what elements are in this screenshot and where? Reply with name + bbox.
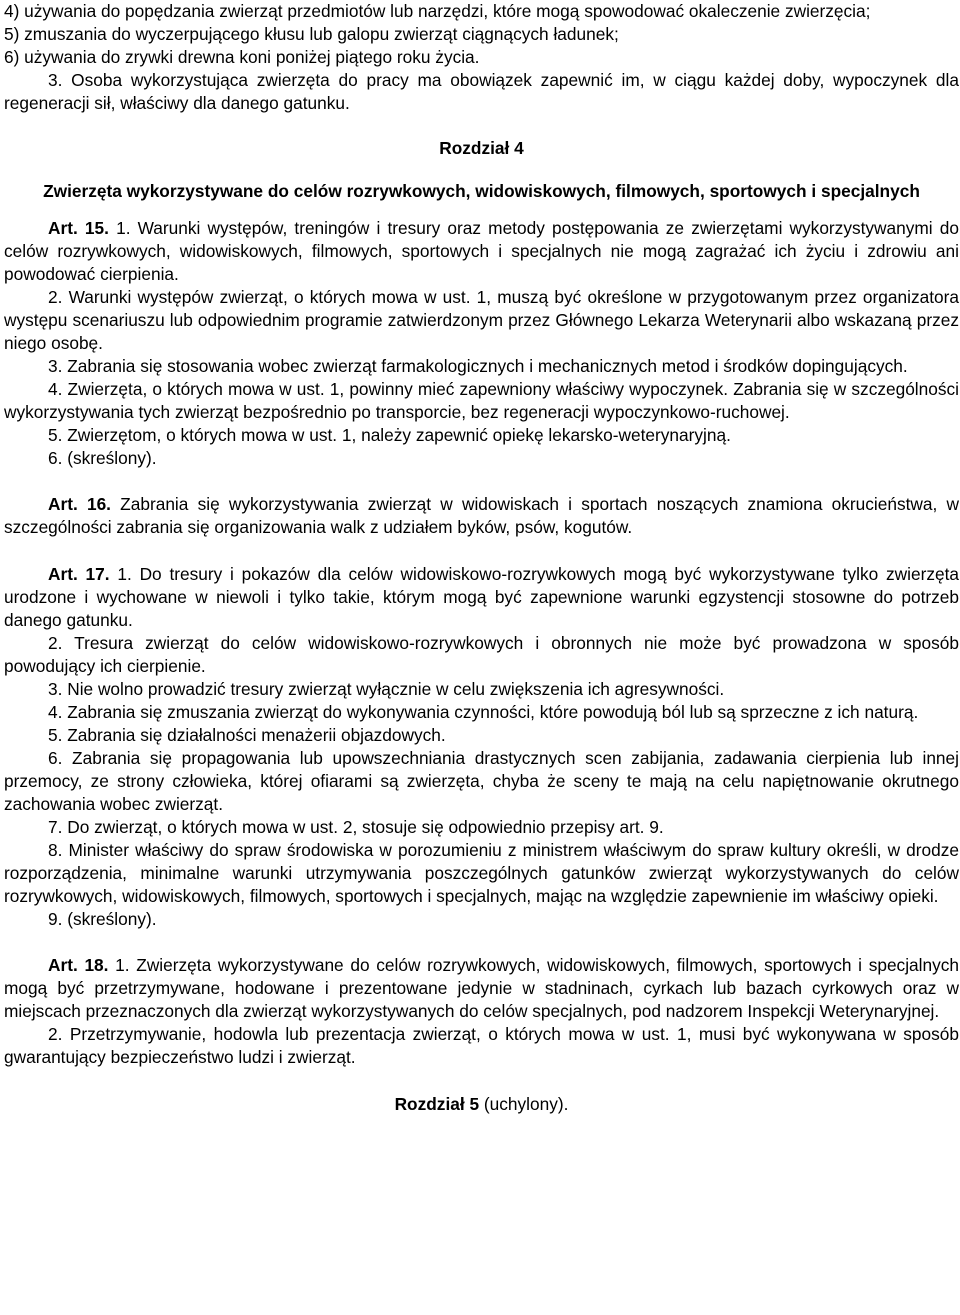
article-18-label: Art. 18.: [48, 955, 109, 975]
article-18-paragraph-1: Art. 18. 1. Zwierzęta wykorzystywane do celów rozrywkowych, widowiskowych, filmowych, sportowych i specjalnych mogą być przetrzymywane, hodowane i prezentowane jedynie w stadninach, cyrkach lub bazach cyrkowych oraz w miejscach przeznaczonych dla zwierząt wykorzystywanych do celów specjalnych, pod nadzorem Inspekcji Weterynaryjnej.: [4, 955, 959, 1021]
chapter-5-line: [4, 1093, 959, 1116]
article-15-paragraph-3: 3. Zabrania się stosowania wobec zwierząt farmakologicznych i mechanicznych metod i środków dopingujących.: [48, 356, 908, 376]
article-15-paragraph-1: Art. 15. 1. Warunki występów, treningów i tresury oraz metody postępowania ze zwierzętami wykorzystywanymi do celów rozrywkowych, widowiskowych, filmowych, sportowych i specjalnych nie mogą zagrażać ich życiu i zdrowiu ani powodować cierpienia.: [4, 218, 959, 284]
article-17-paragraph-2: 2. Tresura zwierząt do celów widowiskowo-rozrywkowych i obronnych nie może być prowadzona w sposób powodujący ich cierpienie.: [4, 633, 959, 676]
article-17-paragraph-6: 6. Zabrania się propagowania lub upowszechniania drastycznych scen zabijania, zadawania cierpienia lub innej przemocy, ze strony człowieka, której ofiarami są zwierzęta, chyba że sceny te mają na celu napiętnowanie okrutnego zachowania wobec zwierząt.: [4, 748, 959, 814]
paragraph-point-5: 5) zmuszania do wyczerpującego kłusu lub galopu zwierząt ciągnących ładunek;: [4, 24, 619, 44]
article-15-paragraph-2: 2. Warunki występów zwierząt, o których mowa w ust. 1, muszą być określone w przygotowanym przez organizatora występu scenariuszu lub odpowiednim programie zatwierdzonym przez Głównego Lekarza Weterynarii albo wskazaną przez niego osobę.: [4, 287, 959, 353]
article-18-paragraph-2: 2. Przetrzymywanie, hodowla lub prezentacja zwierząt, o których mowa w ust. 1, musi być wykonywana w sposób gwarantujący bezpieczeństwo ludzi i zwierząt.: [4, 1024, 959, 1067]
article-17-paragraph-7: 7. Do zwierząt, o których mowa w ust. 2, stosuje się odpowiednio przepisy art. 9.: [48, 817, 664, 837]
chapter-4-title: Zwierzęta wykorzystywane do celów rozrywkowych, widowiskowych, filmowych, sportowych i specjalnych: [43, 181, 920, 201]
article-15-label: Art. 15.: [48, 218, 109, 238]
article-15-paragraph-6: 6. (skreślony).: [48, 448, 157, 468]
paragraph-point-6: 6) używania do zrywki drewna koni poniżej piątego roku życia.: [4, 47, 480, 67]
article-17-label: Art. 17.: [48, 564, 110, 584]
article-17-paragraph-9: 9. (skreślony).: [48, 909, 157, 929]
article-15-paragraph-4: 4. Zwierzęta, o których mowa w ust. 1, powinny mieć zapewniony właściwy wypoczynek. Zabrania się w szczególności wykorzystywania tych zwierząt bezpośrednio po transporcie, bez regeneracji wypoczynkowo-ruchowej.: [4, 379, 959, 422]
chapter-4-heading: Rozdział 4: [439, 138, 524, 158]
article-17-paragraph-3: 3. Nie wolno prowadzić tresury zwierząt wyłącznie w celu zwiększenia ich agresywności.: [48, 679, 725, 699]
article-17-paragraph-5: 5. Zabrania się działalności menażerii objazdowych.: [48, 725, 446, 745]
document-page: [4, 0, 959, 1116]
chapter-5-note: (uchylony).: [479, 1094, 569, 1114]
chapter-5-heading: Rozdział 5: [394, 1094, 480, 1114]
article-17-paragraph-8: 8. Minister właściwy do spraw środowiska w porozumieniu z ministrem właściwym do spraw kultury określi, w drodze rozporządzenia, minimalne warunki utrzymywania poszczególnych gatunków zwierząt wykorzystywanych do celów rozrywkowych, widowiskowych, filmowych, sportowych i specjalnych, mając na względzie zapewnienie im właściwy opieki.: [4, 840, 959, 906]
article-16-label: Art. 16.: [48, 494, 111, 514]
article-16-paragraph: Art. 16. Zabrania się wykorzystywania zwierząt w widowiskach i sportach noszących znamiona okrucieństwa, w szczególności zabrania się organizowania walk z udziałem byków, psów, kogutów.: [4, 494, 959, 537]
paragraph-point-4: 4) używania do popędzania zwierząt przedmiotów lub narzędzi, które mogą spowodować okaleczenie zwierzęcia;: [4, 1, 871, 21]
paragraph-section-3: 3. Osoba wykorzystująca zwierzęta do pracy ma obowiązek zapewnić im, w ciągu każdej doby, wypoczynek dla regeneracji sił, właściwy dla danego gatunku.: [4, 70, 959, 113]
article-17-paragraph-1: Art. 17. 1. Do tresury i pokazów dla celów widowiskowo-rozrywkowych mogą być wykorzystywane tylko zwierzęta urodzone i wychowane w niewoli i tylko takie, którym mogą być zapewnione warunki egzystencji stosowne do potrzeb danego gatunku.: [4, 564, 959, 630]
article-15-paragraph-5: 5. Zwierzętom, o których mowa w ust. 1, należy zapewnić opiekę lekarsko-weterynaryjną.: [48, 425, 731, 445]
article-17-paragraph-4: 4. Zabrania się zmuszania zwierząt do wykonywania czynności, które powodują ból lub są sprzeczne z ich naturą.: [48, 702, 919, 722]
